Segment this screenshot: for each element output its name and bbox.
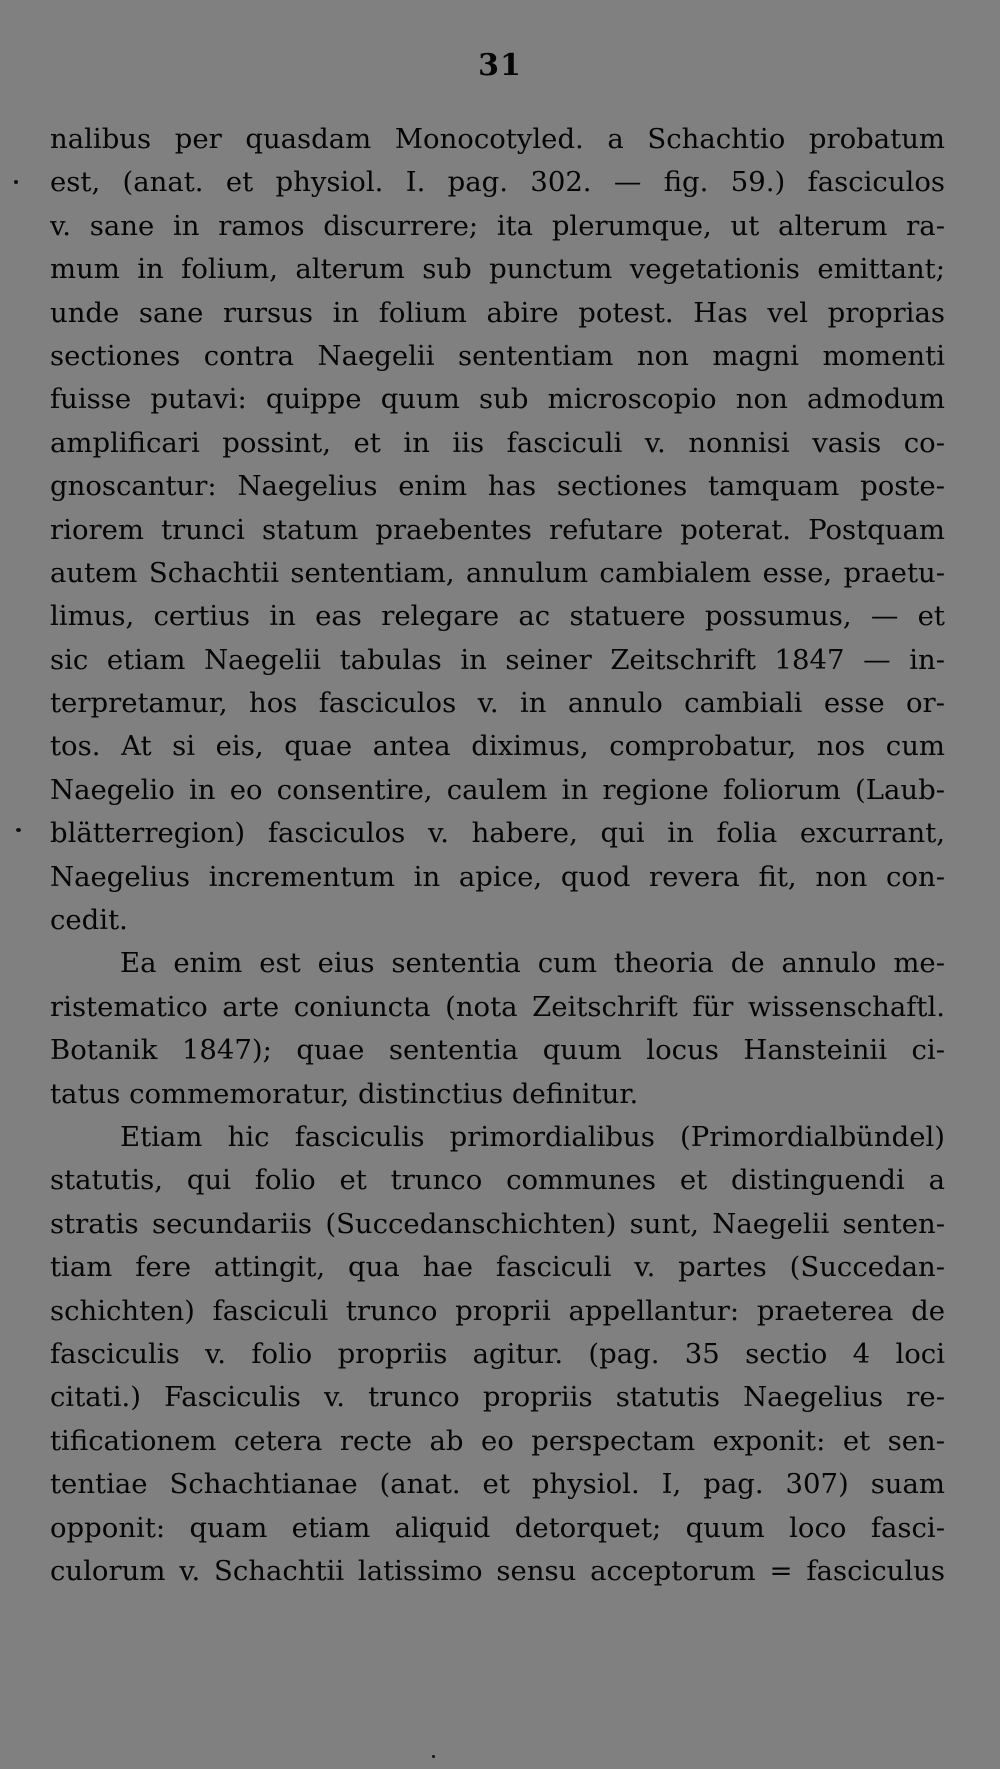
text-line: statutis, qui folio et trunco communes et distinguendi a bbox=[50, 1164, 945, 1197]
text-line: sectiones contra Naegelii sententiam non magni momenti bbox=[50, 339, 945, 372]
text-line: riorem trunci statum praebentes refutare poterat. Postquam bbox=[50, 513, 945, 546]
scan-speck bbox=[432, 1755, 435, 1758]
text-line: Naegelius incrementum in apice, quod revera fit, non con- bbox=[50, 860, 945, 893]
text-line: Etiam hic fasciculis primordialibus (Primordialbündel) bbox=[120, 1120, 945, 1153]
text-line: tiam fere attingit, qua hae fasciculi v. partes (Succedan- bbox=[50, 1251, 945, 1284]
text-line: tos. At si eis, quae antea diximus, comprobatur, nos cum bbox=[50, 730, 945, 763]
text-line: sic etiam Naegelii tabulas in seiner Zeitschrift 1847 — in- bbox=[50, 643, 945, 676]
text-line: autem Schachtii sententiam, annulum cambialem esse, praetu- bbox=[50, 556, 945, 589]
text-line: tificationem cetera recte ab eo perspectam exponit: et sen- bbox=[50, 1424, 945, 1457]
scan-speck bbox=[16, 828, 21, 832]
text-line: cedit. bbox=[50, 904, 128, 937]
text-line: unde sane rursus in folium abire potest. Has vel proprias bbox=[50, 296, 945, 329]
text-line: Ea enim est eius sententia cum theoria de annulo me- bbox=[120, 947, 945, 980]
text-line: est, (anat. et physiol. I. pag. 302. — fig. 59.) fasciculos bbox=[50, 166, 945, 199]
text-line: v. sane in ramos discurrere; ita plerumque, ut alterum ra- bbox=[50, 209, 945, 242]
text-line: nalibus per quasdam Monocotyled. a Schachtio probatum bbox=[50, 123, 945, 155]
text-line: ristematico arte coniuncta (nota Zeitschrift für wissenschaftl. bbox=[50, 990, 945, 1023]
text-line: citati.) Fasciculis v. trunco propriis statutis Naegelius re- bbox=[50, 1381, 945, 1414]
text-line: amplificari possint, et in iis fasciculi v. nonnisi vasis co- bbox=[50, 426, 945, 459]
text-line: fasciculis v. folio propriis agitur. (pag. 35 sectio 4 loci bbox=[50, 1337, 945, 1370]
text-line: gnoscantur: Naegelius enim has sectiones tamquam poste- bbox=[50, 470, 945, 503]
text-line: fuisse putavi: quippe quum sub microscopio non admodum bbox=[50, 383, 945, 416]
text-line: terpretamur, hos fasciculos v. in annulo cambiali esse or- bbox=[50, 687, 945, 720]
text-line: stratis secundariis (Succedanschichten) sunt, Naegelii senten- bbox=[50, 1207, 945, 1240]
text-line: Naegelio in eo consentire, caulem in regione foliorum (Laub- bbox=[50, 773, 945, 806]
text-line: tatus commemoratur, distinctius definitur. bbox=[50, 1077, 639, 1110]
scan-speck bbox=[14, 180, 18, 184]
text-line: opponit: quam etiam aliquid detorquet; quum loco fasci- bbox=[50, 1511, 945, 1544]
text-line: blätterregion) fasciculos v. habere, qui in folia excurrant, bbox=[50, 817, 945, 850]
page-number: 31 bbox=[478, 48, 522, 83]
text-line: Botanik 1847); quae sententia quum locus Hansteinii ci- bbox=[50, 1034, 945, 1067]
text-line: mum in folium, alterum sub punctum vegetationis emittant; bbox=[50, 253, 945, 286]
text-line: schichten) fasciculi trunco proprii appellantur: praeterea de bbox=[50, 1294, 945, 1327]
text-line: tentiae Schachtianae (anat. et physiol. I, pag. 307) suam bbox=[50, 1468, 945, 1501]
text-line: limus, certius in eas relegare ac statuere possumus, — et bbox=[50, 600, 945, 633]
text-line: culorum v. Schachtii latissimo sensu acceptorum = fasciculus bbox=[50, 1554, 945, 1587]
body-text bbox=[50, 118, 945, 1593]
